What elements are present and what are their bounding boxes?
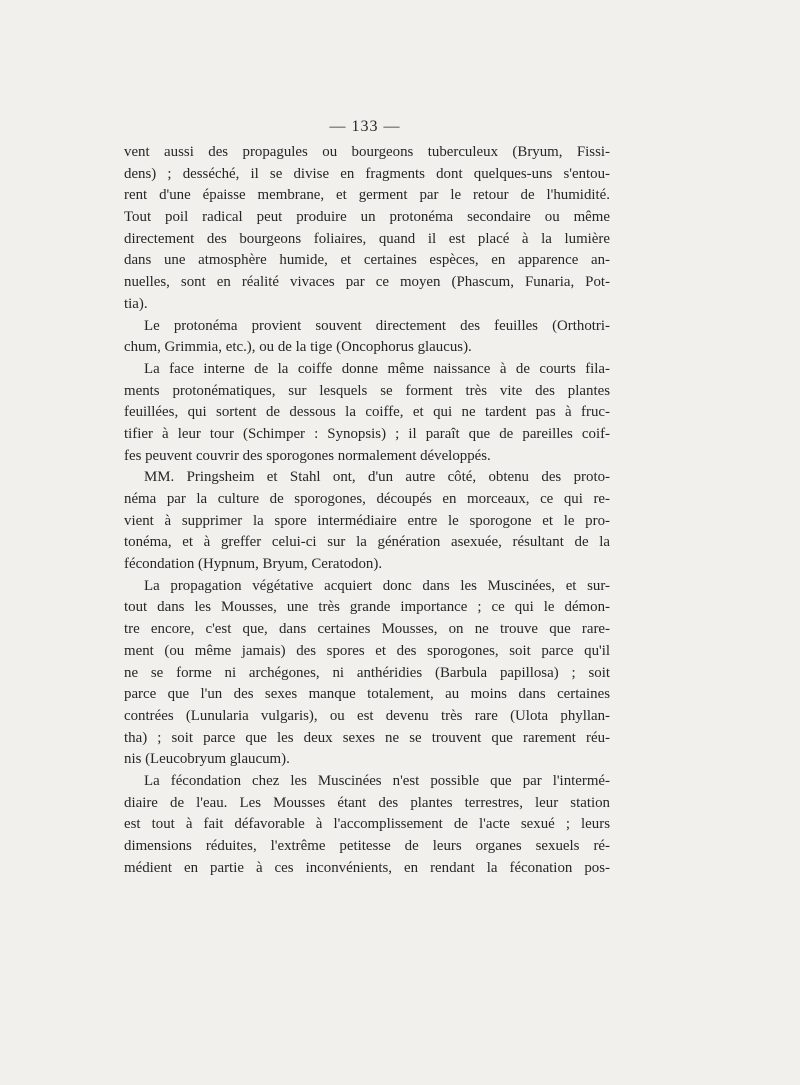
text-line: parce que l'un des sexes manque totalement, au moins dans certaines — [124, 686, 610, 703]
text-line: ne se forme ni archégones, ni anthéridies (Barbula papillosa) ; soit — [124, 664, 610, 681]
text-line: chum, Grimmia, etc.), ou de la tige (Oncophorus glaucus). — [124, 339, 472, 356]
text-line: tha) ; soit parce que les deux sexes ne se trouvent que rarement réu- — [124, 729, 610, 746]
body-text — [124, 142, 610, 879]
text-line: La fécondation chez les Muscinées n'est possible que par l'intermé- — [144, 772, 610, 789]
text-line: feuillées, qui sortent de dessous la coiffe, et qui ne tardent pas à fruc- — [124, 404, 610, 421]
text-line: Le protonéma provient souvent directement des feuilles (Orthotri- — [144, 317, 610, 334]
text-line: rent d'une épaisse membrane, et germent par le retour de l'humidité. — [124, 187, 610, 204]
text-line: vient à supprimer la spore intermédiaire entre le sporogone et le pro- — [124, 512, 610, 529]
page-number: — 133 — — [329, 118, 401, 135]
text-line: ments protonématiques, sur lesquels se forment très vite des plantes — [124, 382, 610, 399]
text-line: La face interne de la coiffe donne même naissance à de courts fila- — [144, 360, 610, 377]
text-line: dimensions réduites, l'extrême petitesse de leurs organes sexuels ré- — [124, 838, 610, 854]
text-line: néma par la culture de sporogones, découpés en morceaux, ce qui re- — [124, 491, 610, 507]
text-line: diaire de l'eau. Les Mousses étant des plantes terrestres, leur station — [124, 794, 610, 811]
text-line: Tout poil radical peut produire un protonéma secondaire ou même — [124, 209, 610, 226]
text-line: MM. Pringsheim et Stahl ont, d'un autre côté, obtenu des proto- — [144, 469, 610, 486]
text-line: tonéma, et à greffer celui-ci sur la génération asexuée, résultant de la — [124, 534, 610, 551]
text-line: dans une atmosphère humide, et certaines espèces, en apparence an- — [124, 252, 610, 269]
text-line: La propagation végétative acquiert donc dans les Muscinées, et sur- — [144, 577, 610, 594]
text-line: ment (ou même jamais) des spores et des sporogones, soit parce qu'il — [124, 642, 610, 659]
text-line: fécondation (Hypnum, Bryum, Ceratodon). — [124, 556, 383, 573]
text-line: nuelles, sont en réalité vivaces par ce moyen (Phascum, Funaria, Pot- — [124, 274, 610, 291]
text-line: nis (Leucobryum glaucum). — [124, 751, 290, 768]
text-line: tout dans les Mousses, une très grande importance ; ce qui le démon- — [124, 599, 610, 616]
text-line: tifier à leur tour (Schimper : Synopsis) ; il paraît que de pareilles coif- — [124, 425, 610, 442]
text-line: médient en partie à ces inconvénients, en rendant la féconation pos- — [124, 859, 610, 876]
text-line: est tout à fait défavorable à l'accomplissement de l'acte sexué ; leurs — [124, 816, 610, 833]
text-line: directement des bourgeons foliaires, quand il est placé à la lumière — [124, 230, 610, 247]
text-line: tre encore, c'est que, dans certaines Mousses, on ne trouve que rare- — [124, 621, 610, 638]
text-line: contrées (Lunularia vulgaris), ou est devenu très rare (Ulota phyllan- — [124, 707, 610, 724]
text-line: vent aussi des propagules ou bourgeons tuberculeux (Bryum, Fissi- — [124, 144, 610, 160]
text-line: tia). — [124, 295, 148, 312]
text-line: dens) ; desséché, il se divise en fragments dont quelques-uns s'entou- — [124, 165, 610, 182]
text-line: fes peuvent couvrir des sporogones normalement développés. — [124, 447, 491, 464]
